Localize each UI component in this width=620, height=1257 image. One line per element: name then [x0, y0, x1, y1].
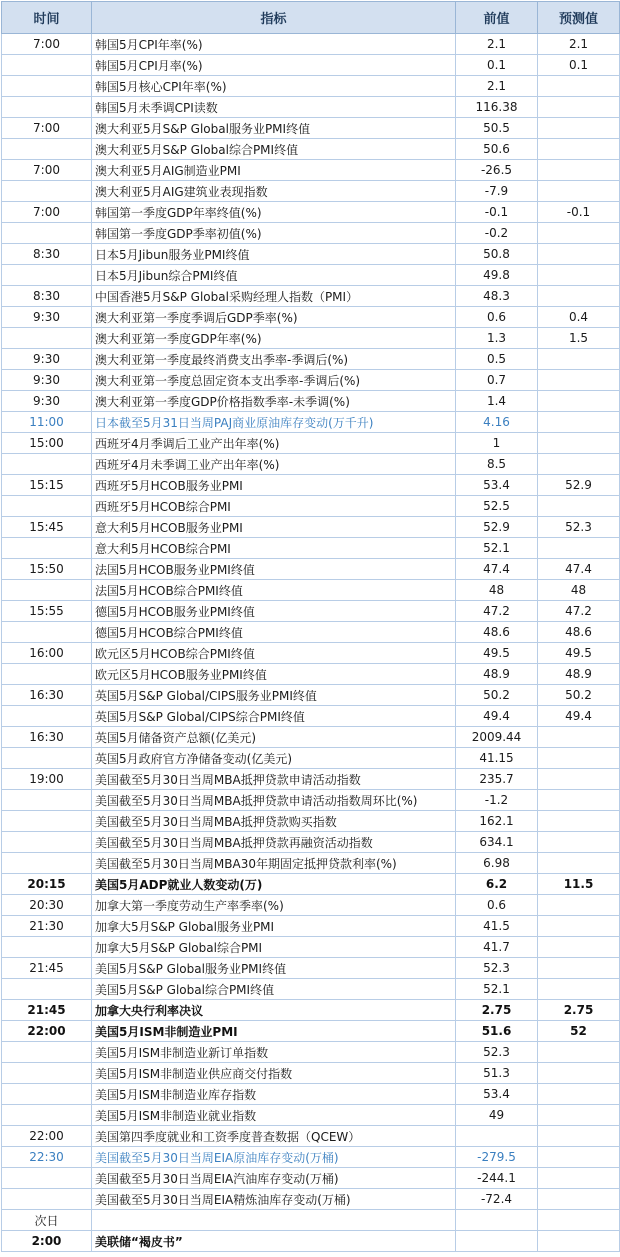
- row-previous: 49.4: [456, 706, 538, 727]
- row-indicator: 澳大利亚5月S&P Global综合PMI终值: [92, 139, 456, 160]
- row-previous: 53.4: [456, 1084, 538, 1105]
- row-indicator: 中国香港5月S&P Global采购经理人指数（PMI）: [92, 286, 456, 307]
- row-time: [2, 1189, 92, 1210]
- table-row: [2, 1021, 620, 1042]
- row-previous: 48.3: [456, 286, 538, 307]
- row-time: [2, 706, 92, 727]
- row-time: [2, 139, 92, 160]
- table-row: [2, 937, 620, 958]
- table-row: [2, 328, 620, 349]
- row-indicator: 德国5月HCOB服务业PMI终值: [92, 601, 456, 622]
- row-previous: 50.8: [456, 244, 538, 265]
- table-row: [2, 874, 620, 895]
- row-time: 15:15: [2, 475, 92, 496]
- row-indicator: 澳大利亚5月S&P Global服务业PMI终值: [92, 118, 456, 139]
- row-forecast: [538, 1042, 620, 1063]
- row-indicator: 韩国5月CPI年率(%): [92, 34, 456, 55]
- row-indicator: 西班牙4月季调后工业产出年率(%): [92, 433, 456, 454]
- row-time: 21:45: [2, 1000, 92, 1021]
- row-forecast: [538, 97, 620, 118]
- row-indicator: 澳大利亚第一季度总固定资本支出季率-季调后(%): [92, 370, 456, 391]
- row-time: 15:50: [2, 559, 92, 580]
- table-row: [2, 160, 620, 181]
- table-row: [2, 790, 620, 811]
- row-forecast: [538, 1084, 620, 1105]
- row-previous: 8.5: [456, 454, 538, 475]
- row-indicator: 美联储“褐皮书”: [92, 1231, 456, 1252]
- table-row: [2, 412, 620, 433]
- row-indicator: [92, 1210, 456, 1231]
- row-forecast: [538, 895, 620, 916]
- row-previous: 49: [456, 1105, 538, 1126]
- row-indicator: 英国5月S&P Global/CIPS服务业PMI终值: [92, 685, 456, 706]
- row-indicator: 澳大利亚第一季度GDP年率(%): [92, 328, 456, 349]
- row-indicator: 美国截至5月30日当周MBA抵押贷款购买指数: [92, 811, 456, 832]
- table-row: [2, 1189, 620, 1210]
- row-indicator: 韩国5月核心CPI年率(%): [92, 76, 456, 97]
- row-forecast: [538, 1231, 620, 1252]
- row-indicator: 加拿大央行利率决议: [92, 1000, 456, 1021]
- table-row: [2, 559, 620, 580]
- row-forecast: [538, 244, 620, 265]
- row-forecast: [538, 76, 620, 97]
- row-previous: 634.1: [456, 832, 538, 853]
- row-previous: 53.4: [456, 475, 538, 496]
- row-previous: 52.1: [456, 979, 538, 1000]
- row-forecast: [538, 853, 620, 874]
- row-previous: 4.16: [456, 412, 538, 433]
- row-forecast: [538, 538, 620, 559]
- row-indicator: 美国5月S&P Global综合PMI终值: [92, 979, 456, 1000]
- row-indicator: 英国5月政府官方净储备变动(亿美元): [92, 748, 456, 769]
- table-row: [2, 244, 620, 265]
- table-row: [2, 265, 620, 286]
- table-row: [2, 1042, 620, 1063]
- row-forecast: 48.6: [538, 622, 620, 643]
- row-forecast: 52.3: [538, 517, 620, 538]
- row-previous: 41.15: [456, 748, 538, 769]
- table-row: [2, 202, 620, 223]
- row-time: 7:00: [2, 34, 92, 55]
- row-previous: -7.9: [456, 181, 538, 202]
- row-forecast: [538, 412, 620, 433]
- row-indicator: 韩国5月CPI月率(%): [92, 55, 456, 76]
- row-forecast: [538, 916, 620, 937]
- table-row: [2, 1105, 620, 1126]
- row-previous: 116.38: [456, 97, 538, 118]
- row-previous: 47.2: [456, 601, 538, 622]
- table-row: [2, 538, 620, 559]
- row-forecast: -0.1: [538, 202, 620, 223]
- row-indicator: 美国截至5月30日当周EIA原油库存变动(万桶): [92, 1147, 456, 1168]
- row-forecast: [538, 958, 620, 979]
- row-time: [2, 223, 92, 244]
- row-previous: 51.6: [456, 1021, 538, 1042]
- row-time: [2, 97, 92, 118]
- row-forecast: [538, 811, 620, 832]
- row-time: 15:00: [2, 433, 92, 454]
- row-time: 21:45: [2, 958, 92, 979]
- row-previous: -0.1: [456, 202, 538, 223]
- row-forecast: [538, 349, 620, 370]
- row-indicator: 法国5月HCOB服务业PMI终值: [92, 559, 456, 580]
- row-time: [2, 76, 92, 97]
- row-indicator: 美国截至5月30日当周MBA抵押贷款再融资活动指数: [92, 832, 456, 853]
- row-forecast: [538, 286, 620, 307]
- table-row: [2, 1084, 620, 1105]
- row-forecast: 50.2: [538, 685, 620, 706]
- row-forecast: [538, 790, 620, 811]
- row-previous: 49.5: [456, 643, 538, 664]
- table-row: [2, 139, 620, 160]
- row-previous: 1: [456, 433, 538, 454]
- row-forecast: [538, 979, 620, 1000]
- row-previous: 41.5: [456, 916, 538, 937]
- row-time: [2, 1084, 92, 1105]
- row-previous: 52.5: [456, 496, 538, 517]
- row-previous: 51.3: [456, 1063, 538, 1084]
- row-forecast: [538, 181, 620, 202]
- row-time: 11:00: [2, 412, 92, 433]
- row-previous: 49.8: [456, 265, 538, 286]
- row-previous: -244.1: [456, 1168, 538, 1189]
- row-indicator: 澳大利亚5月AIG制造业PMI: [92, 160, 456, 181]
- table-row: [2, 832, 620, 853]
- row-time: 22:00: [2, 1126, 92, 1147]
- row-time: 22:00: [2, 1021, 92, 1042]
- table-row: [2, 433, 620, 454]
- table-row: [2, 664, 620, 685]
- row-time: [2, 811, 92, 832]
- row-previous: 0.7: [456, 370, 538, 391]
- table-row: [2, 622, 620, 643]
- row-previous: 52.1: [456, 538, 538, 559]
- row-previous: 0.5: [456, 349, 538, 370]
- economic-calendar-table: [1, 1, 620, 1252]
- row-indicator: 意大利5月HCOB服务业PMI: [92, 517, 456, 538]
- table-row: [2, 748, 620, 769]
- row-forecast: [538, 832, 620, 853]
- row-previous: [456, 1231, 538, 1252]
- row-previous: 0.6: [456, 895, 538, 916]
- row-indicator: 加拿大5月S&P Global综合PMI: [92, 937, 456, 958]
- row-time: [2, 853, 92, 874]
- header-time: 时间: [2, 2, 92, 34]
- row-indicator: 澳大利亚第一季度GDP价格指数季率-未季调(%): [92, 391, 456, 412]
- row-forecast: 52: [538, 1021, 620, 1042]
- row-time: [2, 328, 92, 349]
- row-indicator: 美国5月S&P Global服务业PMI终值: [92, 958, 456, 979]
- row-previous: 6.98: [456, 853, 538, 874]
- row-indicator: 西班牙5月HCOB综合PMI: [92, 496, 456, 517]
- row-indicator: 西班牙4月未季调工业产出年率(%): [92, 454, 456, 475]
- row-indicator: 日本5月Jibun服务业PMI终值: [92, 244, 456, 265]
- row-forecast: 11.5: [538, 874, 620, 895]
- table-row: [2, 979, 620, 1000]
- row-forecast: [538, 1105, 620, 1126]
- table-row: [2, 286, 620, 307]
- row-previous: 235.7: [456, 769, 538, 790]
- table-row: [2, 643, 620, 664]
- row-forecast: [538, 391, 620, 412]
- row-forecast: [538, 118, 620, 139]
- row-indicator: 韩国第一季度GDP季率初值(%): [92, 223, 456, 244]
- row-previous: 50.5: [456, 118, 538, 139]
- row-indicator: 美国5月ISM非制造业就业指数: [92, 1105, 456, 1126]
- row-indicator: 欧元区5月HCOB综合PMI终值: [92, 643, 456, 664]
- row-time: [2, 454, 92, 475]
- table-row: [2, 727, 620, 748]
- row-previous: 50.2: [456, 685, 538, 706]
- row-forecast: 47.4: [538, 559, 620, 580]
- row-forecast: [538, 1147, 620, 1168]
- header-forecast: 预测值: [538, 2, 620, 34]
- row-time: 16:00: [2, 643, 92, 664]
- row-time: [2, 664, 92, 685]
- table-row: [2, 1000, 620, 1021]
- row-previous: -26.5: [456, 160, 538, 181]
- table-row: [2, 853, 620, 874]
- row-forecast: 1.5: [538, 328, 620, 349]
- row-forecast: [538, 937, 620, 958]
- row-forecast: 2.1: [538, 34, 620, 55]
- row-previous: -0.2: [456, 223, 538, 244]
- row-time: 19:00: [2, 769, 92, 790]
- row-time: [2, 1168, 92, 1189]
- table-row: [2, 454, 620, 475]
- row-indicator: 美国截至5月30日当周EIA汽油库存变动(万桶): [92, 1168, 456, 1189]
- table-row: [2, 1210, 620, 1231]
- row-forecast: [538, 223, 620, 244]
- row-time: 7:00: [2, 202, 92, 223]
- row-time: [2, 496, 92, 517]
- row-time: 7:00: [2, 160, 92, 181]
- row-time: 15:55: [2, 601, 92, 622]
- row-indicator: 美国5月ADP就业人数变动(万): [92, 874, 456, 895]
- row-time: 2:00: [2, 1231, 92, 1252]
- row-previous: 48.9: [456, 664, 538, 685]
- row-time: [2, 1042, 92, 1063]
- row-time: 7:00: [2, 118, 92, 139]
- row-time: [2, 832, 92, 853]
- table-row: [2, 475, 620, 496]
- row-indicator: 美国5月ISM非制造业新订单指数: [92, 1042, 456, 1063]
- table-row: [2, 1168, 620, 1189]
- row-time: [2, 937, 92, 958]
- table-row: [2, 223, 620, 244]
- row-previous: 2.1: [456, 76, 538, 97]
- table-row: [2, 517, 620, 538]
- row-indicator: 韩国第一季度GDP年率终值(%): [92, 202, 456, 223]
- row-time: [2, 1063, 92, 1084]
- table-row: [2, 706, 620, 727]
- table-row: [2, 1147, 620, 1168]
- row-time: 9:30: [2, 370, 92, 391]
- row-forecast: [538, 370, 620, 391]
- table-row: [2, 118, 620, 139]
- row-time: [2, 580, 92, 601]
- table-row: [2, 181, 620, 202]
- row-previous: [456, 1210, 538, 1231]
- table-row: [2, 769, 620, 790]
- row-time: [2, 1105, 92, 1126]
- row-time: [2, 979, 92, 1000]
- row-forecast: 0.4: [538, 307, 620, 328]
- row-previous: -1.2: [456, 790, 538, 811]
- row-time: 21:30: [2, 916, 92, 937]
- row-forecast: [538, 1189, 620, 1210]
- row-indicator: 澳大利亚5月AIG建筑业表现指数: [92, 181, 456, 202]
- row-indicator: 澳大利亚第一季度最终消费支出季率-季调后(%): [92, 349, 456, 370]
- row-previous: 2009.44: [456, 727, 538, 748]
- row-forecast: [538, 727, 620, 748]
- row-forecast: [538, 769, 620, 790]
- row-previous: 0.1: [456, 55, 538, 76]
- row-previous: 47.4: [456, 559, 538, 580]
- table-row: [2, 391, 620, 412]
- row-indicator: 日本5月Jibun综合PMI终值: [92, 265, 456, 286]
- row-time: 16:30: [2, 685, 92, 706]
- table-row: [2, 958, 620, 979]
- row-previous: 1.3: [456, 328, 538, 349]
- row-indicator: 美国截至5月30日当周MBA抵押贷款申请活动指数: [92, 769, 456, 790]
- row-forecast: [538, 160, 620, 181]
- row-time: 20:15: [2, 874, 92, 895]
- row-time: 9:30: [2, 307, 92, 328]
- row-indicator: 意大利5月HCOB综合PMI: [92, 538, 456, 559]
- row-previous: 48.6: [456, 622, 538, 643]
- row-indicator: 英国5月S&P Global/CIPS综合PMI终值: [92, 706, 456, 727]
- table-row: [2, 1063, 620, 1084]
- row-time: 9:30: [2, 349, 92, 370]
- row-forecast: 49.5: [538, 643, 620, 664]
- table-row: [2, 895, 620, 916]
- row-previous: -72.4: [456, 1189, 538, 1210]
- row-indicator: 加拿大第一季度劳动生产率季率(%): [92, 895, 456, 916]
- row-time: [2, 748, 92, 769]
- table-body: [2, 34, 620, 1252]
- row-previous: 2.75: [456, 1000, 538, 1021]
- row-indicator: 英国5月储备资产总额(亿美元): [92, 727, 456, 748]
- row-forecast: [538, 748, 620, 769]
- row-time: 20:30: [2, 895, 92, 916]
- row-indicator: 德国5月HCOB综合PMI终值: [92, 622, 456, 643]
- row-indicator: 法国5月HCOB综合PMI终值: [92, 580, 456, 601]
- table-row: [2, 811, 620, 832]
- row-indicator: 西班牙5月HCOB服务业PMI: [92, 475, 456, 496]
- table-row: [2, 307, 620, 328]
- row-time: [2, 790, 92, 811]
- table-row: [2, 34, 620, 55]
- table-row: [2, 97, 620, 118]
- row-forecast: 2.75: [538, 1000, 620, 1021]
- table-row: [2, 370, 620, 391]
- row-time: [2, 55, 92, 76]
- row-time: [2, 622, 92, 643]
- row-time: 22:30: [2, 1147, 92, 1168]
- row-forecast: [538, 454, 620, 475]
- row-time: [2, 538, 92, 559]
- row-previous: -279.5: [456, 1147, 538, 1168]
- row-time: [2, 265, 92, 286]
- row-forecast: 49.4: [538, 706, 620, 727]
- header-indicator: 指标: [92, 2, 456, 34]
- row-previous: 52.3: [456, 1042, 538, 1063]
- row-time: 8:30: [2, 244, 92, 265]
- row-forecast: [538, 139, 620, 160]
- row-previous: 1.4: [456, 391, 538, 412]
- row-time: 15:45: [2, 517, 92, 538]
- table-row: [2, 1231, 620, 1252]
- row-previous: 52.3: [456, 958, 538, 979]
- table-row: [2, 55, 620, 76]
- row-indicator: 美国5月ISM非制造业库存指数: [92, 1084, 456, 1105]
- row-forecast: 0.1: [538, 55, 620, 76]
- table-row: [2, 580, 620, 601]
- row-previous: 50.6: [456, 139, 538, 160]
- header-row: [2, 2, 620, 34]
- table-row: [2, 349, 620, 370]
- row-forecast: 47.2: [538, 601, 620, 622]
- row-indicator: 欧元区5月HCOB服务业PMI终值: [92, 664, 456, 685]
- table-row: [2, 916, 620, 937]
- row-indicator: 澳大利亚第一季度季调后GDP季率(%): [92, 307, 456, 328]
- table-row: [2, 685, 620, 706]
- row-indicator: 韩国5月未季调CPI读数: [92, 97, 456, 118]
- row-forecast: [538, 1168, 620, 1189]
- row-indicator: 加拿大5月S&P Global服务业PMI: [92, 916, 456, 937]
- row-forecast: [538, 1210, 620, 1231]
- header-previous: 前值: [456, 2, 538, 34]
- row-indicator: 日本截至5月31日当周PAJ商业原油库存变动(万千升): [92, 412, 456, 433]
- row-forecast: [538, 265, 620, 286]
- row-previous: 6.2: [456, 874, 538, 895]
- row-indicator: 美国第四季度就业和工资季度普查数据（QCEW）: [92, 1126, 456, 1147]
- row-previous: 48: [456, 580, 538, 601]
- row-previous: 2.1: [456, 34, 538, 55]
- row-indicator: 美国5月ISM非制造业PMI: [92, 1021, 456, 1042]
- row-previous: [456, 1126, 538, 1147]
- row-forecast: 48: [538, 580, 620, 601]
- table-row: [2, 496, 620, 517]
- row-previous: 41.7: [456, 937, 538, 958]
- row-forecast: [538, 1063, 620, 1084]
- row-time: 8:30: [2, 286, 92, 307]
- row-time: 16:30: [2, 727, 92, 748]
- row-forecast: 52.9: [538, 475, 620, 496]
- row-time: 次日: [2, 1210, 92, 1231]
- row-previous: 52.9: [456, 517, 538, 538]
- table-row: [2, 76, 620, 97]
- row-time: 9:30: [2, 391, 92, 412]
- row-indicator: 美国截至5月30日当周MBA抵押贷款申请活动指数周环比(%): [92, 790, 456, 811]
- row-forecast: 48.9: [538, 664, 620, 685]
- row-indicator: 美国截至5月30日当周EIA精炼油库存变动(万桶): [92, 1189, 456, 1210]
- row-previous: 162.1: [456, 811, 538, 832]
- row-indicator: 美国5月ISM非制造业供应商交付指数: [92, 1063, 456, 1084]
- row-forecast: [538, 1126, 620, 1147]
- table-row: [2, 601, 620, 622]
- row-time: [2, 181, 92, 202]
- row-forecast: [538, 496, 620, 517]
- row-previous: 0.6: [456, 307, 538, 328]
- row-indicator: 美国截至5月30日当周MBA30年期固定抵押贷款利率(%): [92, 853, 456, 874]
- table-row: [2, 1126, 620, 1147]
- row-forecast: [538, 433, 620, 454]
